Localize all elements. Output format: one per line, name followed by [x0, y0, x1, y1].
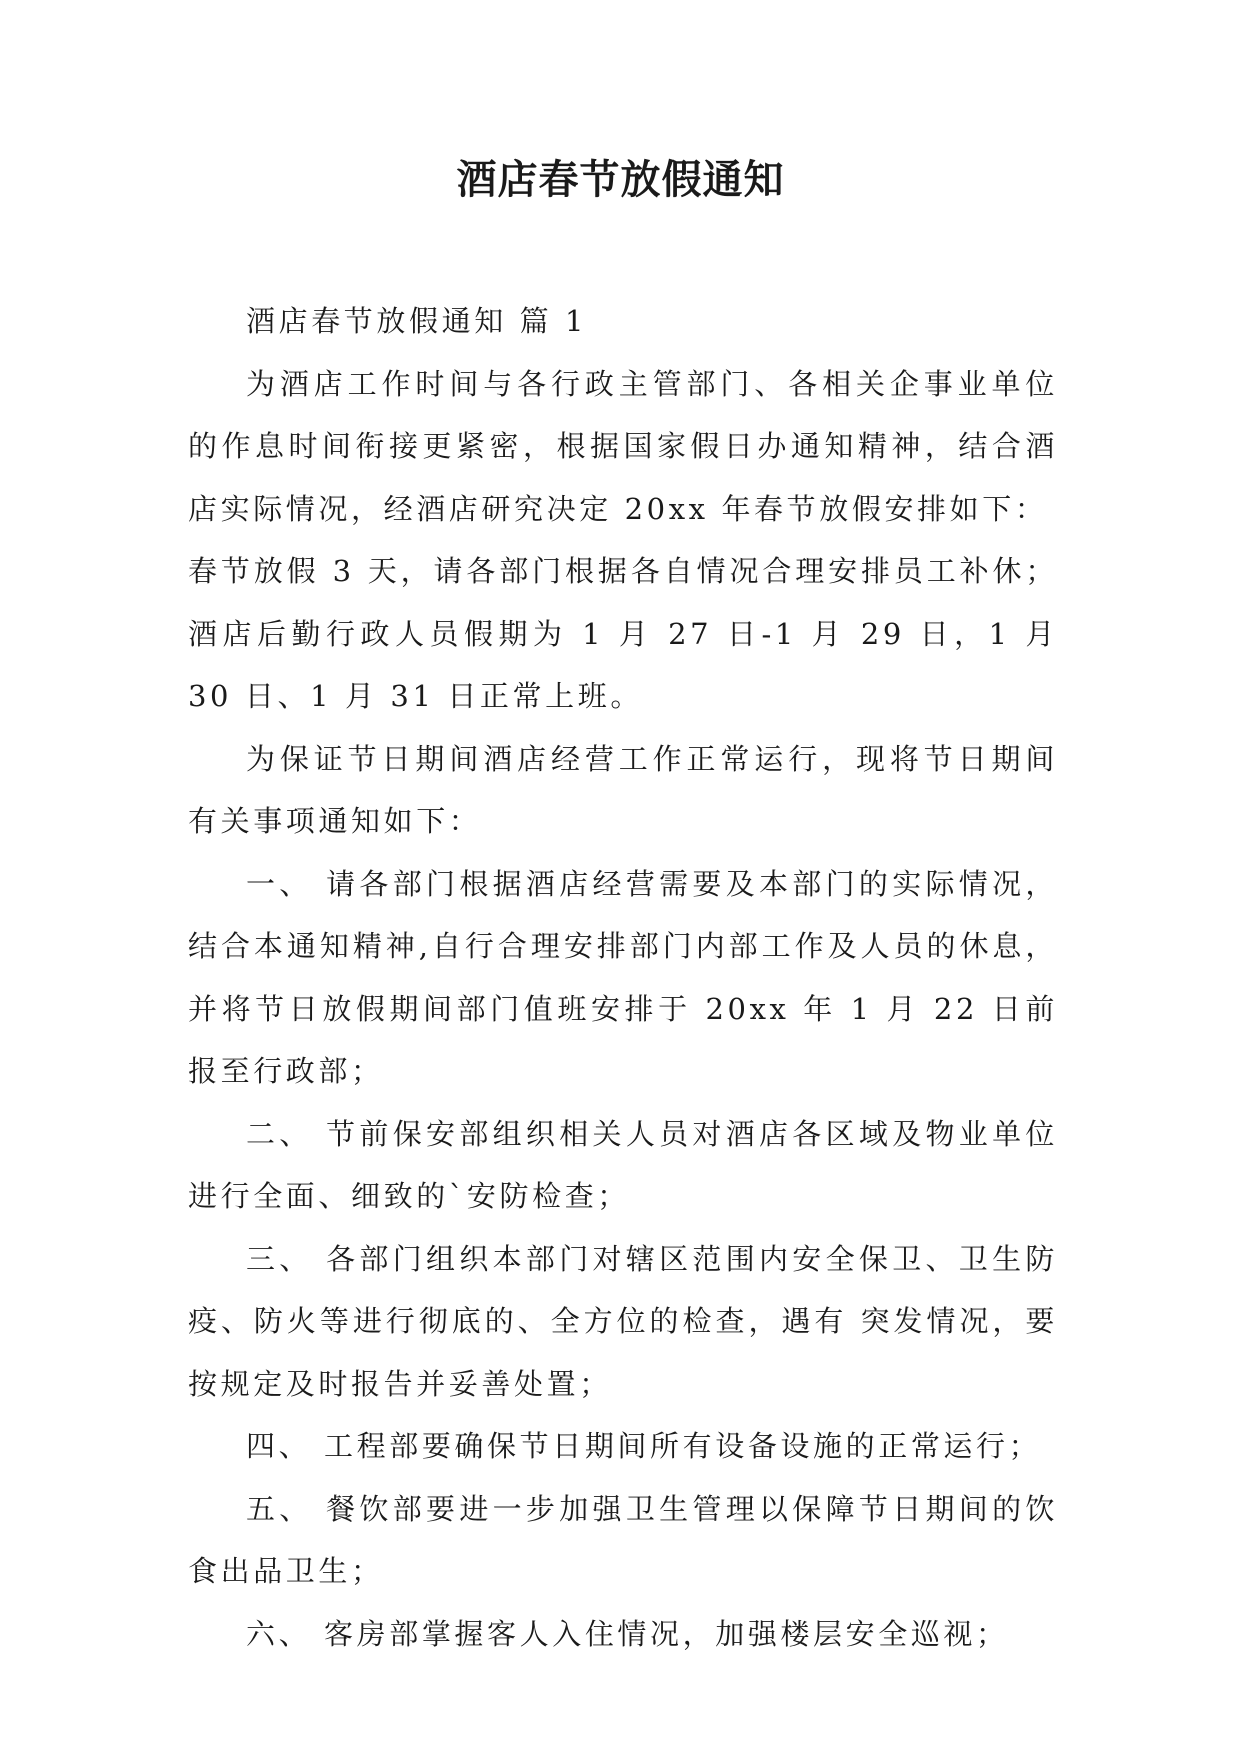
list-item-number: 六、 [246, 1616, 312, 1651]
list-item-number: 二、 [246, 1116, 313, 1151]
list-item-number: 五、 [246, 1491, 313, 1526]
list-item [188, 1603, 1058, 1666]
list-item [188, 853, 1058, 1103]
list-item-text: 节前保安部组织相关人员对酒店各区域及物业单位进行全面、细致的`安防检查； [188, 1116, 1058, 1213]
document-body [188, 290, 1058, 1665]
list-item-number: 四、 [246, 1429, 312, 1463]
list-item [188, 1228, 1058, 1416]
list-item [188, 1415, 1058, 1478]
list-item-text: 各部门组织本部门对辖区范围内安全保卫、卫生防疫、防火等进行彻底的、全方位的检查，遇有 突发情况，要按规定及时报告并妥善处置； [188, 1241, 1058, 1401]
document-title: 酒店春节放假通知 [456, 156, 785, 203]
list-item [188, 1103, 1058, 1228]
paragraph-intro: 为酒店工作时间与各行政主管部门、各相关企事业单位的作息时间衔接更紧密，根据国家假日办通知精神，结合酒店实际情况，经酒店研究决定 20xx 年春节放假安排如下： [188, 366, 1058, 526]
list-item-number: 三、 [246, 1241, 313, 1276]
section-heading: 酒店春节放假通知 篇 1 [246, 304, 588, 338]
list-item-text: 工程部要确保节日期间所有设备设施的正常运行； [311, 1429, 1042, 1463]
paragraph-notice-lead: 为保证节日期间酒店经营工作正常运行，现将节日期间有关事项通知如下： [188, 741, 1058, 838]
list-item-text: 餐饮部要进一步加强卫生管理以保障节日期间的饮食出品卫生； [188, 1491, 1058, 1588]
list-item [188, 1478, 1058, 1603]
list-item-text: 客房部掌握客人入住情况，加强楼层安全巡视； [311, 1616, 1009, 1651]
list-item-text: 请各部门根据酒店经营需要及本部门的实际情况，结合本通知精神,自行合理安排部门内部工作及人员的休息，并将节日放假期间部门值班安排于 20xx 年 1 月 22 日前报至行政部； [188, 866, 1058, 1088]
paragraph-holiday-arrangement: 春节放假 3 天，请各部门根据各自情况合理安排员工补休；酒店后勤行政人员假期为 1 月 27 日-1 月 29 日，1 月 30 日、1 月 31 日正常上班。 [188, 554, 1058, 713]
list-item-number: 一、 [246, 866, 313, 901]
